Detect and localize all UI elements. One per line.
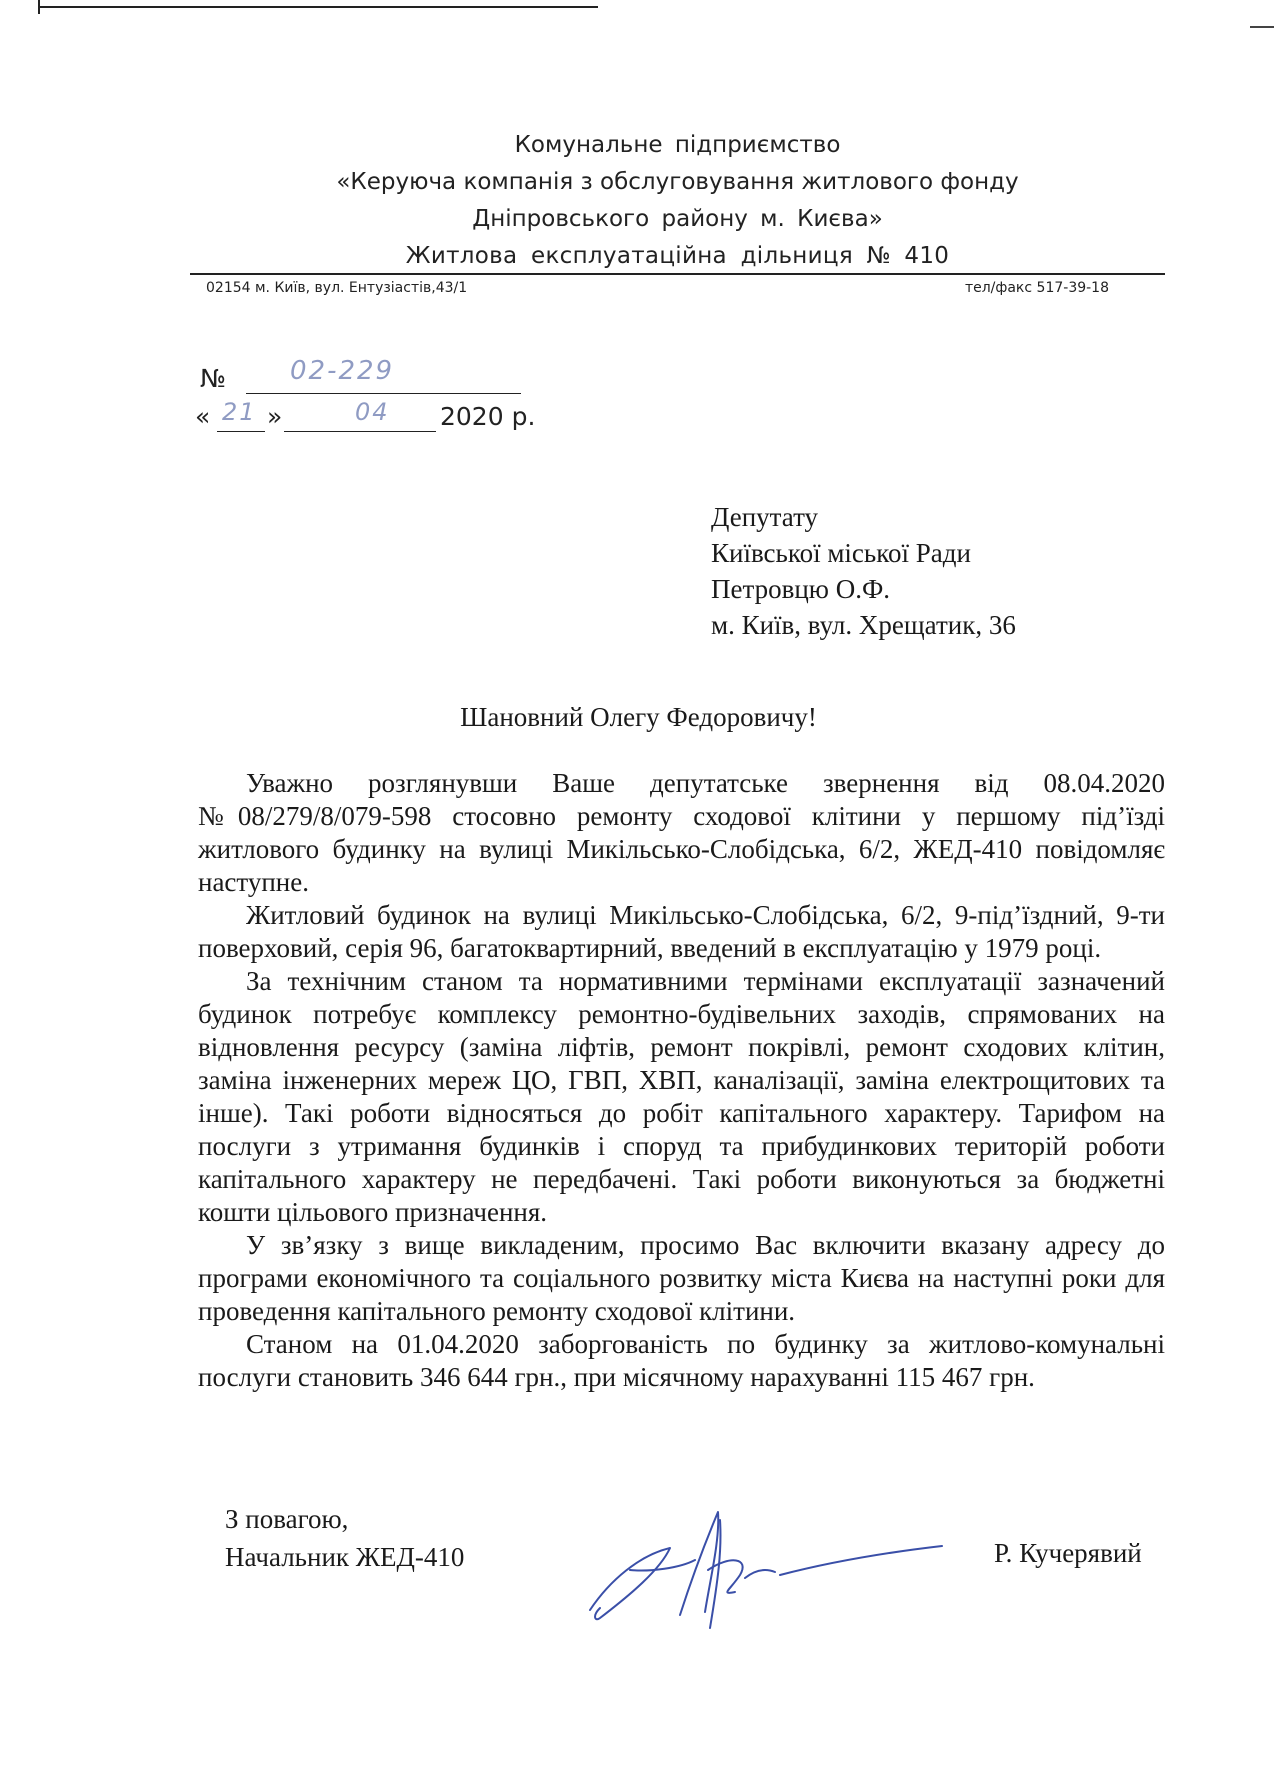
letterhead-line-1: Комунальне підприємство bbox=[514, 132, 841, 158]
letterhead-line-3: Дніпровського району м. Києва» bbox=[472, 206, 883, 232]
addressee-block bbox=[711, 499, 1016, 643]
scan-edge-right bbox=[1250, 26, 1274, 28]
registration-number-label: № bbox=[200, 364, 227, 393]
closing-block bbox=[225, 1500, 464, 1576]
letterhead-phone: тел/факс 517-39-18 bbox=[964, 280, 1109, 296]
body-paragraph-5: Станом на 01.04.2020 заборгованість по будинку за житлово-комунальні послуги становить 346 644 грн., при місячному нарахуванні 115 467 грн. bbox=[198, 1329, 1165, 1392]
letterhead-line-4: Житлова експлуатаційна дільниця № 410 bbox=[405, 243, 950, 269]
date-day-underline bbox=[217, 431, 265, 432]
date-close-quote: » bbox=[267, 402, 283, 431]
body-paragraph-3: За технічним станом та нормативними термінами експлуатації зазначений будинок потребує комплексу ремонтно-будівельних заходів, спрямованих на відновлення ресурсу (заміна ліфтів, ремонт покрівлі, ремонт сходових клітин, заміна інженерних мереж ЦО, ГВП, ХВП, каналізації, заміна електрощитових та інше). Такі роботи відносяться до робіт капітального характеру. Тарифом на послуги з утримання будинків і споруд та прибудинкових територій роботи капітального характеру не передбачені. Такі роботи виконуються за бюджетні кошти цільового призначення. bbox=[198, 966, 1165, 1227]
registration-number-underline bbox=[246, 393, 521, 394]
addressee-line-2: Київської міської Ради bbox=[711, 538, 971, 568]
scan-edge-left bbox=[38, 0, 40, 14]
date-year: 2020 р. bbox=[440, 402, 536, 431]
addressee-line-4: м. Київ, вул. Хрещатик, 36 bbox=[711, 610, 1016, 640]
body-paragraph-2: Житловий будинок на вулиці Микільсько-Слобідська, 6/2, 9-під’їздний, 9-ти поверховий, серія 96, багатоквартирний, введений в експлуатацію у 1979 році. bbox=[198, 900, 1165, 963]
handwritten-signature bbox=[570, 1500, 950, 1640]
letterhead-divider bbox=[190, 273, 1165, 275]
letterhead-line-2: «Керуюча компанія з обслуговування житлового фонду bbox=[336, 169, 1019, 195]
scan-edge-top bbox=[38, 6, 598, 8]
closing-regards: З повагою, bbox=[225, 1504, 349, 1534]
signer-name: Р. Кучерявий bbox=[994, 1538, 1142, 1568]
closing-position: Начальник ЖЕД-410 bbox=[225, 1542, 465, 1572]
body-paragraph-4: У зв’язку з вище викладеним, просимо Вас включити вказану адресу до програми економічного та соціального розвитку міста Києва на наступні роки для проведення капітального ремонту сходової клітини. bbox=[198, 1230, 1165, 1326]
addressee-line-3: Петровцю О.Ф. bbox=[711, 574, 891, 604]
addressee-line-1: Депутату bbox=[711, 502, 819, 532]
date-month: 04 bbox=[355, 398, 390, 426]
letterhead-address: 02154 м. Київ, вул. Ентузіастів,43/1 bbox=[206, 280, 468, 296]
date-open-quote: « bbox=[195, 402, 211, 431]
date-month-underline bbox=[284, 431, 436, 432]
registration-number-value: 02-229 bbox=[290, 356, 395, 386]
date-day: 21 bbox=[222, 398, 257, 426]
letter-body bbox=[198, 767, 1165, 1394]
salutation: Шановний Олегу Федоровичу! bbox=[460, 702, 817, 732]
body-paragraph-1: Уважно розглянувши Ваше депутатське звернення від 08.04.2020 №08/279/8/079-598 стосовно ремонту сходової клітини у першому під’їзді житлового будинку на вулиці Микільсько-Слобідська, 6/2, ЖЕД-410 повідомляє наступне. bbox=[198, 768, 1165, 897]
